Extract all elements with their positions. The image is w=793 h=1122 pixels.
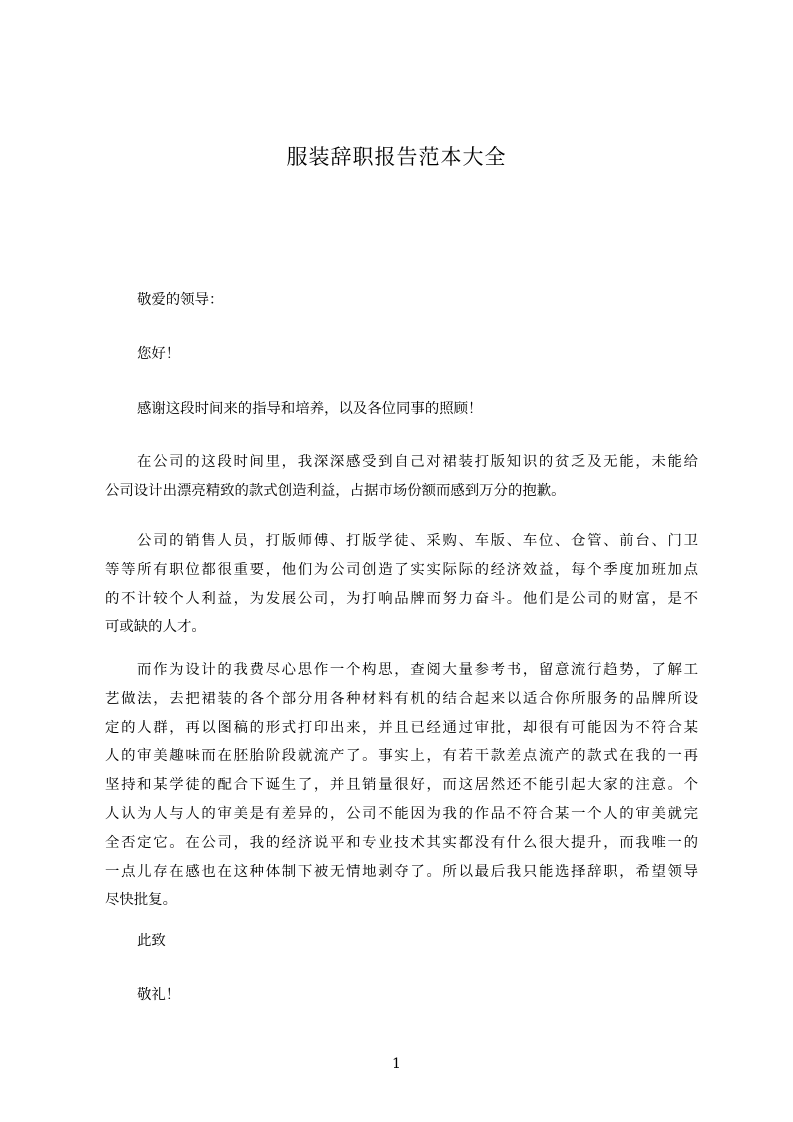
salutation-text: 敬爱的领导： — [137, 292, 224, 308]
salutation — [105, 286, 698, 315]
paragraph-line: 定的人群，再以图稿的形式打印出来，并且已经通过审批，却很有可能因为不符合某 — [105, 719, 698, 736]
paragraph-line: 人认为人与人的审美是有差异的，公司不能因为我的作品不符合某一个人的审美就完 — [105, 805, 698, 822]
body-paragraph-1 — [105, 448, 698, 506]
paragraph-line: 公司设计出漂亮精致的款式创造利益，占据市场份额而感到万分的抱歉。 — [105, 482, 566, 499]
paragraph-line: 人的审美趣味而在胚胎阶段就流产了。事实上，有若干款差点流产的款式在我的一再 — [105, 748, 698, 765]
greeting-text: 您好！ — [137, 346, 181, 362]
paragraph-line: 在公司的这段时间里，我深深感受到自己对裙装打版知识的贫乏及无能，未能给 — [137, 454, 698, 470]
paragraph-line: 等等所有职位都很重要，他们为公司创造了实实际际的经济效益，每个季度加班加点 — [105, 561, 698, 578]
paragraph-line: 可或缺的人才。 — [105, 619, 206, 636]
body-paragraph-3 — [105, 656, 698, 915]
paragraph-line: 尽快批复。 — [105, 892, 177, 909]
paragraph-line: 而作为设计的我费尽心思作一个构思，查阅大量参考书，留意流行趋势，了解工 — [137, 662, 698, 678]
closing-regards — [105, 927, 698, 956]
closing-text: 此致 — [137, 933, 166, 949]
document-title: 服装辞职报告范本大全 — [286, 145, 507, 169]
paragraph-line: 一点儿存在感也在这种体制下被无情地剥夺了。所以最后我只能选择辞职，希望领导 — [105, 863, 698, 880]
thanks-paragraph — [105, 395, 698, 424]
thanks-text: 感谢这段时间来的指导和培养，以及各位同事的照顾！ — [137, 401, 483, 417]
body-paragraph-2 — [105, 527, 698, 642]
paragraph-line: 公司的销售人员，打版师傅、打版学徒、采购、车版、车位、仓管、前台、门卫 — [137, 533, 698, 549]
closing-salute-text: 敬礼！ — [137, 987, 181, 1003]
paragraph-line: 全否定它。在公司，我的经济说平和专业技术其实都没有什么很大提升，而我唯一的 — [105, 834, 698, 851]
page-number: 1 — [392, 1056, 401, 1072]
paragraph-line: 坚持和某学徒的配合下诞生了，并且销量很好，而这居然还不能引起大家的注意。个 — [105, 777, 698, 794]
closing-salute — [105, 981, 698, 1010]
paragraph-line: 的不计较个人利益，为发展公司，为打响品牌而努力奋斗。他们是公司的财富，是不 — [105, 590, 698, 607]
paragraph-line: 艺做法，去把裙装的各个部分用各种材料有机的结合起来以适合你所服务的品牌所设 — [105, 690, 698, 707]
greeting — [105, 340, 698, 369]
